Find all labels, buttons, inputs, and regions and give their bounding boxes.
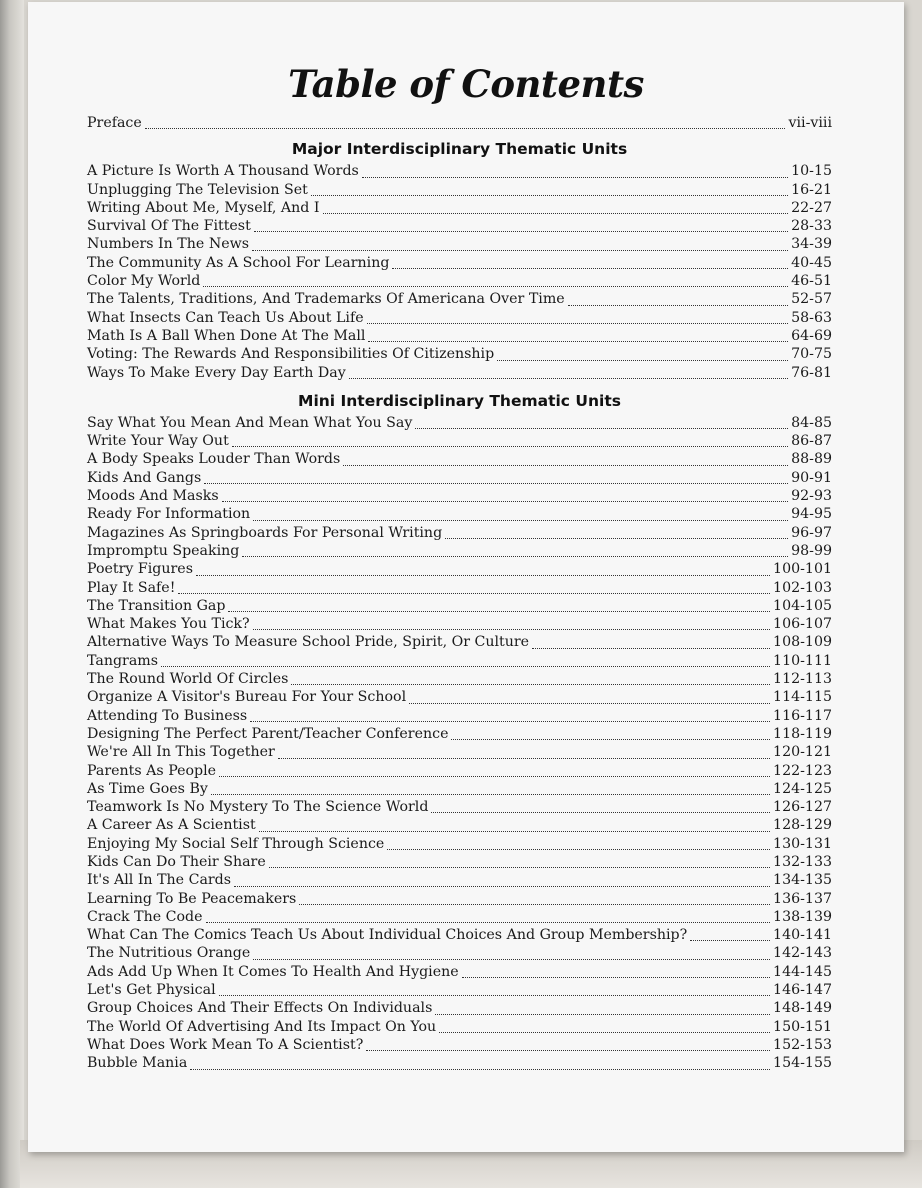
section-heading: Mini Interdisciplinary Thematic Units bbox=[298, 391, 621, 410]
dot-leader bbox=[254, 231, 788, 232]
toc-entry-pages: 148-149 bbox=[773, 1000, 832, 1017]
toc-entry-label: Learning To Be Peacemakers bbox=[87, 890, 297, 907]
toc-entry-label: Survival Of The Fittest bbox=[87, 218, 251, 235]
toc-entry-pages: 140-141 bbox=[773, 927, 832, 944]
toc-entry-pages: 136-137 bbox=[773, 890, 832, 907]
toc-entry-label: Impromptu Speaking bbox=[87, 542, 240, 559]
dot-leader bbox=[445, 538, 788, 539]
toc-entry bbox=[87, 781, 832, 799]
toc-entry-pages: 28-33 bbox=[791, 218, 832, 235]
dot-leader bbox=[462, 977, 770, 978]
toc-entry-pages: 108-109 bbox=[773, 634, 832, 651]
toc-entry bbox=[87, 580, 832, 598]
toc-entry bbox=[87, 365, 832, 383]
toc-entry-label: Numbers In The News bbox=[87, 236, 250, 253]
toc-entry bbox=[87, 236, 832, 254]
dot-leader bbox=[234, 886, 770, 887]
dot-leader bbox=[253, 959, 770, 960]
toc-entry bbox=[87, 982, 832, 1000]
toc-entry bbox=[87, 346, 832, 364]
toc-entry-pages: 126-127 bbox=[773, 799, 832, 816]
dot-leader bbox=[259, 831, 770, 832]
toc-entry-label: Preface bbox=[87, 115, 142, 131]
toc-entry-label: What Insects Can Teach Us About Life bbox=[87, 309, 364, 326]
toc-entry-pages: 88-89 bbox=[791, 451, 832, 468]
toc-entry-label: Enjoying My Social Self Through Science bbox=[87, 835, 385, 852]
dot-leader bbox=[204, 483, 788, 484]
toc-entry bbox=[87, 598, 832, 616]
dot-leader bbox=[439, 1032, 770, 1033]
dot-leader bbox=[253, 520, 788, 521]
toc-entry-pages: 128-129 bbox=[773, 817, 832, 834]
toc-entry bbox=[87, 708, 832, 726]
toc-entry-label: The Transition Gap bbox=[87, 597, 226, 614]
toc-entry bbox=[87, 163, 832, 181]
toc-entry-pages: 58-63 bbox=[791, 309, 832, 326]
toc-entry-label: It's All In The Cards bbox=[87, 872, 232, 889]
toc-entry-pages: 142-143 bbox=[773, 945, 832, 962]
toc-entry bbox=[87, 671, 832, 689]
toc-entry-label: The World Of Advertising And Its Impact On You bbox=[87, 1018, 437, 1035]
toc-entry-label: Color My World bbox=[87, 273, 201, 290]
toc-entry-pages: 84-85 bbox=[791, 414, 832, 431]
toc-entry-pages: 96-97 bbox=[791, 524, 832, 541]
toc-entry-label: Play It Safe! bbox=[87, 579, 176, 596]
toc-entry-label: We're All In This Together bbox=[87, 744, 275, 761]
dot-leader bbox=[349, 378, 788, 379]
toc-entry-pages: 154-155 bbox=[773, 1055, 832, 1072]
dot-leader bbox=[343, 465, 788, 466]
section-heading: Major Interdisciplinary Thematic Units bbox=[291, 140, 628, 159]
toc-entry-pages: 90-91 bbox=[791, 469, 832, 486]
toc-entry-label: What Does Work Mean To A Scientist? bbox=[87, 1036, 364, 1053]
toc-entry-pages: 150-151 bbox=[773, 1018, 832, 1035]
dot-leader bbox=[497, 360, 788, 361]
toc-entry-pages: 134-135 bbox=[773, 872, 832, 889]
toc-entry-pages: 110-111 bbox=[773, 652, 832, 669]
toc-entry bbox=[87, 415, 832, 433]
toc-entry bbox=[87, 927, 832, 945]
dot-leader bbox=[435, 1014, 770, 1015]
toc-entry-label: A Body Speaks Louder Than Words bbox=[87, 451, 341, 468]
toc-entry-label: Parents As People bbox=[87, 762, 217, 779]
toc-entry-label: Write Your Way Out bbox=[87, 433, 229, 450]
dot-leader bbox=[222, 501, 788, 502]
page-title: Table of Contents bbox=[288, 62, 644, 106]
toc-entry bbox=[87, 945, 832, 963]
toc-entry-label: Say What You Mean And Mean What You Say bbox=[87, 414, 413, 431]
toc-entry bbox=[87, 763, 832, 781]
toc-entry bbox=[87, 488, 832, 506]
book-spine-edge bbox=[0, 0, 24, 1188]
toc-entry-label: Kids Can Do Their Share bbox=[87, 853, 266, 870]
toc-entry-pages: 46-51 bbox=[791, 273, 832, 290]
toc-entry-pages: 64-69 bbox=[791, 327, 832, 344]
toc-entry bbox=[87, 470, 832, 488]
toc-entry-label: What Can The Comics Teach Us About Individual Choices And Group Membership? bbox=[87, 927, 688, 944]
toc-entry bbox=[87, 836, 832, 854]
toc-entry bbox=[87, 1000, 832, 1018]
dot-leader bbox=[206, 922, 771, 923]
toc-entry bbox=[87, 817, 832, 835]
toc-entry bbox=[87, 561, 832, 579]
toc-sections bbox=[87, 133, 832, 1073]
dot-leader bbox=[190, 1069, 770, 1070]
toc-entry bbox=[87, 525, 832, 543]
toc-entry-pages: vii-viii bbox=[788, 115, 832, 131]
toc-entry-label: Attending To Business bbox=[87, 707, 248, 724]
toc-entry-pages: 152-153 bbox=[773, 1036, 832, 1053]
toc-entry-label: Crack The Code bbox=[87, 908, 203, 925]
toc-entry-label: Math Is A Ball When Done At The Mall bbox=[87, 327, 366, 344]
toc-entry-pages: 104-105 bbox=[773, 597, 832, 614]
toc-entry bbox=[87, 854, 832, 872]
toc-entry-pages: 130-131 bbox=[773, 835, 832, 852]
dot-leader bbox=[367, 323, 789, 324]
toc-entry bbox=[87, 872, 832, 890]
toc-entry bbox=[87, 328, 832, 346]
toc-entry bbox=[87, 291, 832, 309]
dot-leader bbox=[242, 556, 788, 557]
dot-leader bbox=[311, 195, 788, 196]
toc-entry-pages: 92-93 bbox=[791, 488, 832, 505]
toc-entry bbox=[87, 451, 832, 469]
toc-entry-label: The Talents, Traditions, And Trademarks Of Americana Over Time bbox=[87, 291, 565, 308]
toc-entry-label: Teamwork Is No Mystery To The Science World bbox=[87, 799, 429, 816]
dot-leader bbox=[362, 177, 788, 178]
toc-entry bbox=[87, 255, 832, 273]
dot-leader bbox=[568, 305, 788, 306]
dot-leader bbox=[409, 703, 770, 704]
toc-entry bbox=[87, 909, 832, 927]
dot-leader bbox=[178, 593, 770, 594]
dot-leader bbox=[250, 721, 770, 722]
toc-entry bbox=[87, 616, 832, 634]
dot-leader bbox=[387, 849, 770, 850]
toc-entry-label: The Round World Of Circles bbox=[87, 671, 289, 688]
toc-entry bbox=[87, 726, 832, 744]
toc-entry bbox=[87, 182, 832, 200]
toc-entry bbox=[87, 653, 832, 671]
toc-entry bbox=[87, 1037, 832, 1055]
toc-entry-pages: 102-103 bbox=[773, 579, 832, 596]
dot-leader bbox=[291, 684, 770, 685]
toc-entry-pages: 52-57 bbox=[791, 291, 832, 308]
table-of-contents bbox=[87, 115, 832, 1074]
toc-entry-label: Organize A Visitor's Bureau For Your School bbox=[87, 689, 407, 706]
toc-entry-pages: 120-121 bbox=[773, 744, 832, 761]
toc-entry bbox=[87, 1019, 832, 1037]
toc-entry-label: The Nutritious Orange bbox=[87, 945, 251, 962]
dot-leader bbox=[196, 575, 770, 576]
toc-entry-pages: 10-15 bbox=[791, 163, 832, 180]
toc-entry-pages: 76-81 bbox=[791, 364, 832, 381]
toc-entry bbox=[87, 310, 832, 328]
dot-leader bbox=[219, 776, 770, 777]
toc-entry-pages: 70-75 bbox=[791, 346, 832, 363]
toc-entry-label: Let's Get Physical bbox=[87, 982, 216, 999]
toc-entry-pages: 132-133 bbox=[773, 853, 832, 870]
toc-entry bbox=[87, 799, 832, 817]
toc-entry-pages: 22-27 bbox=[791, 199, 832, 216]
toc-entry bbox=[87, 218, 832, 236]
toc-entry bbox=[87, 433, 832, 451]
dot-leader bbox=[415, 428, 788, 429]
toc-entry bbox=[87, 689, 832, 707]
toc-entry-label: Poetry Figures bbox=[87, 561, 193, 578]
toc-entry bbox=[87, 891, 832, 909]
toc-entry-label: A Picture Is Worth A Thousand Words bbox=[87, 163, 359, 180]
toc-entry-pages: 16-21 bbox=[791, 181, 832, 198]
toc-entry bbox=[87, 1055, 832, 1073]
toc-entry-label: Ads Add Up When It Comes To Health And Hygiene bbox=[87, 963, 459, 980]
toc-entry bbox=[87, 744, 832, 762]
toc-entry-label: Bubble Mania bbox=[87, 1055, 188, 1072]
toc-entry-pages: 86-87 bbox=[791, 433, 832, 450]
toc-entry-pages: 112-113 bbox=[773, 671, 832, 688]
toc-entry-pages: 146-147 bbox=[773, 982, 832, 999]
dot-leader bbox=[690, 940, 770, 941]
toc-entry-label: Writing About Me, Myself, And I bbox=[87, 199, 320, 216]
toc-entry-pages: 124-125 bbox=[773, 780, 832, 797]
toc-entry-label: Group Choices And Their Effects On Individuals bbox=[87, 1000, 433, 1017]
toc-entry bbox=[87, 543, 832, 561]
toc-entry-pages: 106-107 bbox=[773, 616, 832, 633]
toc-entry-pages: 122-123 bbox=[773, 762, 832, 779]
toc-entry-label: Alternative Ways To Measure School Pride, Spirit, Or Culture bbox=[87, 634, 530, 651]
toc-entry-pages: 144-145 bbox=[773, 963, 832, 980]
toc-entry-pages: 116-117 bbox=[773, 707, 832, 724]
dot-leader bbox=[431, 812, 770, 813]
toc-entry-pages: 118-119 bbox=[773, 725, 832, 742]
toc-entry-label: Magazines As Springboards For Personal Writing bbox=[87, 524, 443, 541]
toc-entry-label: Designing The Perfect Parent/Teacher Conference bbox=[87, 725, 449, 742]
toc-entry-pages: 114-115 bbox=[773, 689, 832, 706]
dot-leader bbox=[269, 867, 770, 868]
toc-entry-label: Ready For Information bbox=[87, 506, 251, 523]
toc-entry-label: A Career As A Scientist bbox=[87, 817, 256, 834]
dot-leader bbox=[451, 739, 770, 740]
dot-leader bbox=[278, 758, 770, 759]
toc-entry-pages: 138-139 bbox=[773, 908, 832, 925]
dot-leader bbox=[211, 794, 770, 795]
toc-entry-label: As Time Goes By bbox=[87, 780, 208, 797]
toc-entry-preface bbox=[87, 115, 832, 133]
toc-entry bbox=[87, 634, 832, 652]
dot-leader bbox=[252, 250, 788, 251]
dot-leader bbox=[253, 629, 770, 630]
toc-entry-label: Moods And Masks bbox=[87, 488, 219, 505]
dot-leader bbox=[299, 904, 770, 905]
toc-entry bbox=[87, 964, 832, 982]
dot-leader bbox=[219, 995, 770, 996]
dot-leader bbox=[161, 666, 770, 667]
toc-entry-label: Unplugging The Television Set bbox=[87, 181, 308, 198]
toc-entry-pages: 40-45 bbox=[791, 254, 832, 271]
toc-entry bbox=[87, 200, 832, 218]
toc-entry-pages: 34-39 bbox=[791, 236, 832, 253]
dot-leader bbox=[203, 286, 788, 287]
toc-entry bbox=[87, 273, 832, 291]
dot-leader bbox=[366, 1050, 770, 1051]
dot-leader bbox=[232, 446, 788, 447]
dot-leader bbox=[368, 341, 788, 342]
toc-entry-pages: 100-101 bbox=[773, 561, 832, 578]
toc-entry-label: What Makes You Tick? bbox=[87, 616, 250, 633]
toc-entry-label: Tangrams bbox=[87, 652, 159, 669]
book-page bbox=[28, 2, 904, 1152]
dot-leader bbox=[392, 268, 788, 269]
toc-entry-label: The Community As A School For Learning bbox=[87, 254, 390, 271]
dot-leader bbox=[145, 128, 786, 129]
toc-entry-label: Ways To Make Every Day Earth Day bbox=[87, 364, 346, 381]
toc-entry-label: Voting: The Rewards And Responsibilities Of Citizenship bbox=[87, 346, 495, 363]
dot-leader bbox=[532, 648, 770, 649]
toc-entry bbox=[87, 506, 832, 524]
toc-entry-pages: 94-95 bbox=[791, 506, 832, 523]
dot-leader bbox=[228, 611, 770, 612]
dot-leader bbox=[323, 213, 789, 214]
toc-entry-pages: 98-99 bbox=[791, 542, 832, 559]
toc-entry-label: Kids And Gangs bbox=[87, 469, 202, 486]
